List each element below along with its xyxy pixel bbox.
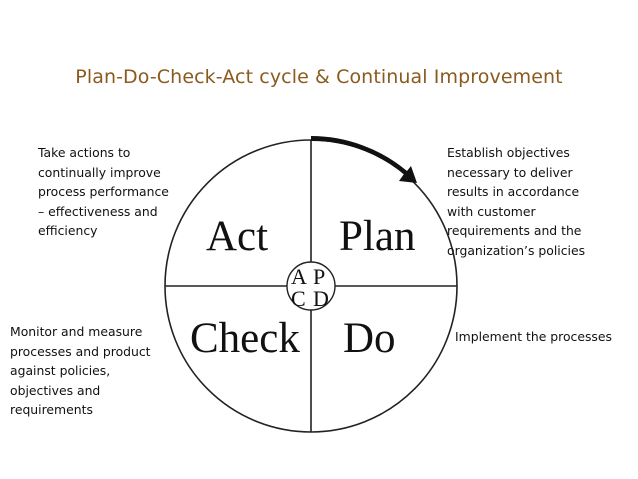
act-description-line: continually improve	[38, 164, 161, 180]
plan-description-line: with customer	[447, 203, 536, 219]
plan-description-line: Establish objectives	[447, 145, 570, 160]
check-description-line: requirements	[10, 402, 93, 418]
center-p: P	[313, 264, 326, 289]
act-label: Act	[206, 213, 269, 260]
act-description-line: process performance	[38, 184, 169, 200]
plan-description-line: organization’s policies	[447, 242, 586, 258]
check-description-line: against policies,	[10, 363, 111, 379]
plan-label: Plan	[339, 213, 416, 260]
rotation-arrow-icon	[311, 136, 417, 183]
check-description	[10, 322, 151, 420]
plan-description-line: results in accordance	[447, 184, 580, 200]
check-description-line: objectives and	[10, 382, 101, 398]
diagram-title: Plan-Do-Check-Act cycle & Continual Improvement	[75, 66, 563, 88]
check-label: Check	[190, 315, 300, 362]
plan-description-line: necessary to deliver	[447, 164, 573, 180]
plan-description-line: requirements and the	[447, 223, 582, 239]
do-label: Do	[343, 315, 396, 362]
act-description-line: efficiency	[38, 223, 98, 239]
center-a: A	[291, 264, 307, 289]
act-description-line: Take actions to	[38, 145, 131, 160]
do-description	[455, 327, 612, 347]
act-description	[38, 143, 169, 241]
check-description-line: Monitor and measure	[10, 324, 143, 339]
center-c: C	[291, 286, 306, 311]
center-d: D	[313, 286, 329, 311]
do-description-line: Implement the processes	[455, 329, 612, 344]
check-description-line: processes and product	[10, 343, 151, 359]
plan-description	[447, 143, 585, 261]
act-description-line: – effectiveness and	[38, 203, 158, 219]
